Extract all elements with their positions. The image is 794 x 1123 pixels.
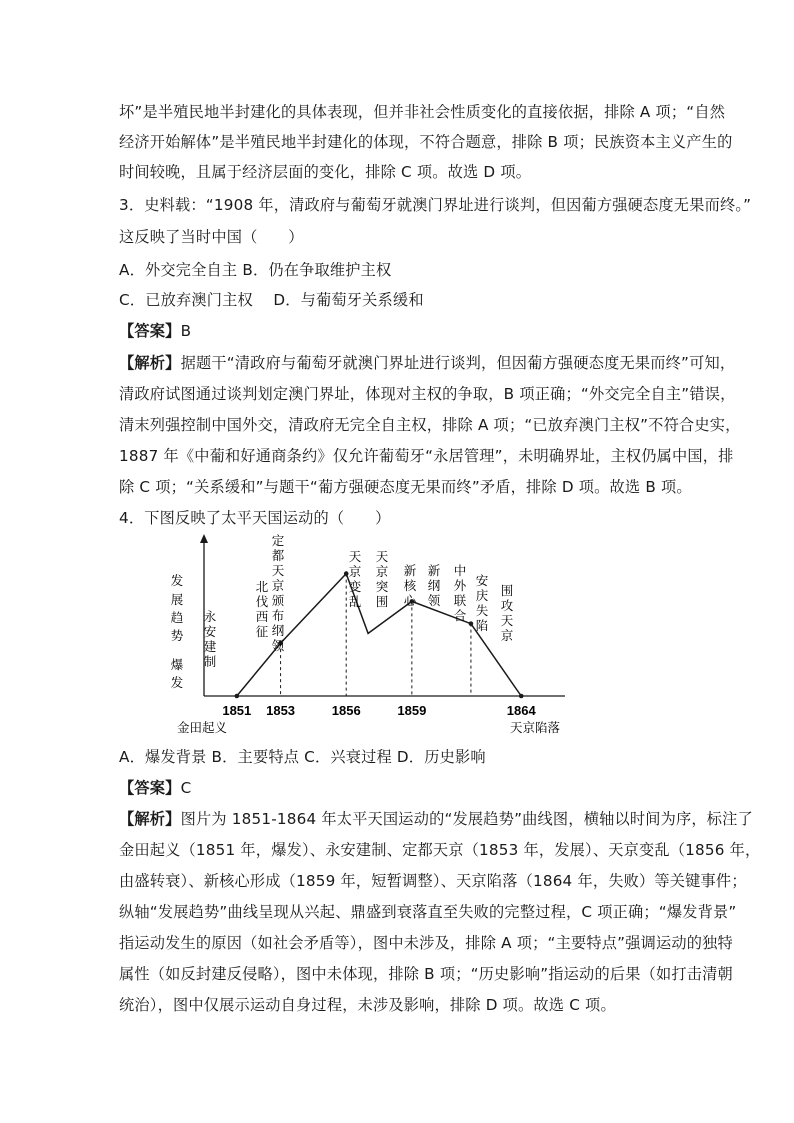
question-3-analysis	[119, 352, 736, 374]
question-4-answer	[119, 777, 689, 799]
question-4-analysis	[119, 808, 753, 830]
question-3-options: C．已放弃澳门主权 D．与葡萄牙关系缓和	[119, 291, 424, 309]
analysis-line: 除 C 项；“关系缓和”与题干“葡方强硬态度无果而终”矛盾，排除 D 项。故选 B 项。	[119, 478, 692, 496]
question-3-stem: 3．史料载：“1908 年，清政府与葡萄牙就澳门界址进行谈判，但因葡方强硬态度无果而终。”	[119, 196, 752, 214]
x-tick-labels	[222, 703, 536, 718]
x-tick-label: 1856	[331, 703, 361, 718]
ylabel-char-4: 势	[170, 628, 184, 643]
analysis-line: 由盛转衰）、新核心形成（1859 年，短暂调整）、天京陷落（1864 年，失败）等关键事件；	[119, 872, 747, 890]
event-annotation: 围攻天京	[500, 583, 514, 643]
analysis-text: 图片为 1851-1864 年太平天国运动的“发展趋势”曲线图，横轴以时间为序，标注了	[180, 810, 753, 828]
sub-label-end: 天京陷落	[510, 720, 561, 735]
answer-label: 【答案】	[119, 322, 181, 340]
y-axis-arrow	[200, 534, 208, 543]
answer-value: C	[180, 779, 192, 797]
event-annotation: 定都天京颁布纲领	[271, 533, 285, 653]
analysis-line: 清末列强控制中国外交，清政府无完全自主权，排除 A 项；“已放弃澳门主权”不符合史实，	[119, 416, 741, 434]
trend-point	[469, 621, 474, 626]
ylabel-char-2: 展	[170, 592, 184, 607]
paragraph-line: 坏”是半殖民地半封建化的具体表现，但并非社会性质变化的直接依据，排除 A 项；“自然	[119, 103, 726, 121]
ylabel-lower-char-2: 发	[170, 675, 184, 690]
taiping-trend-chart	[160, 533, 580, 743]
event-annotation: 天京变乱	[348, 549, 362, 609]
y-axis-label	[171, 573, 184, 690]
question-4-stem: 4．下图反映了太平天国运动的（ ）	[119, 509, 391, 527]
analysis-line: 清政府试图通过谈判划定澳门界址，体现对主权的争取，B 项正确；“外交完全自主”错误，	[119, 385, 736, 403]
x-tick-label: 1853	[266, 703, 296, 718]
analysis-line: 指运动发生的原因（如社会矛盾等），图中未涉及，排除 A 项；“主要特点”强调运动的独特	[119, 934, 733, 952]
answer-label: 【答案】	[119, 779, 181, 797]
x-tick-label: 1851	[222, 703, 252, 718]
event-annotation: 新核心	[403, 563, 417, 608]
event-annotation: 永安建制	[203, 609, 217, 669]
trend-point	[235, 694, 240, 699]
event-annotations	[204, 533, 514, 669]
analysis-line: 1887 年《中葡和好通商条约》仅允许葡萄牙“永居管理”，未明确界址，主权仍属中国，排	[119, 447, 734, 465]
sub-label-start: 金田起义	[177, 720, 228, 735]
trend-point	[519, 694, 524, 699]
paragraph-line: 时间较晚，且属于经济层面的变化，排除 C 项。故选 D 项。	[119, 163, 532, 181]
event-annotation: 新纲领	[427, 563, 441, 608]
x-tick-label: 1859	[397, 703, 427, 718]
event-annotation: 安庆失陷	[475, 573, 489, 633]
question-3-stem: 这反映了当时中国（ ）	[119, 228, 304, 246]
analysis-line: 纵轴“发展趋势”曲线呈现从兴起、鼎盛到衰落直至失败的完整过程，C 项正确；“爆发背景”	[119, 903, 737, 921]
ylabel-char-3: 趋	[170, 610, 184, 625]
ylabel-lower-char-1: 爆	[170, 657, 184, 672]
paragraph-line: 经济开始解体”是半殖民地半封建化的体现，不符合题意，排除 B 项；民族资本主义产生的	[119, 133, 733, 151]
analysis-text: 据题干“清政府与葡萄牙就澳门界址进行谈判，但因葡方强硬态度无果而终”可知，	[180, 354, 736, 372]
event-annotation: 天京突围	[375, 549, 389, 609]
analysis-line: 属性（如反封建反侵略），图中未体现，排除 B 项；“历史影响”指运动的后果（如打击清朝	[119, 965, 733, 983]
question-3-answer	[119, 320, 689, 342]
event-annotation: 中外联合	[453, 563, 467, 623]
analysis-line: 统治），图中仅展示运动自身过程，未涉及影响，排除 D 项。故选 C 项。	[119, 996, 616, 1014]
question-3-options: A．外交完全自主 B．仍在争取维护主权	[119, 261, 392, 279]
event-annotation: 北伐西征	[255, 579, 269, 639]
answer-value: B	[180, 322, 192, 340]
x-tick-label: 1864	[506, 703, 536, 718]
ylabel-char-1: 发	[170, 573, 184, 588]
analysis-label: 【解析】	[119, 354, 181, 372]
question-4-options: A．爆发背景 B．主要特点 C．兴衰过程 D．历史影响	[119, 748, 486, 766]
analysis-label: 【解析】	[119, 810, 181, 828]
analysis-line: 金田起义（1851 年，爆发）、永安建制、定都天京（1853 年，发展）、天京变乱（1856 年，	[119, 841, 761, 859]
